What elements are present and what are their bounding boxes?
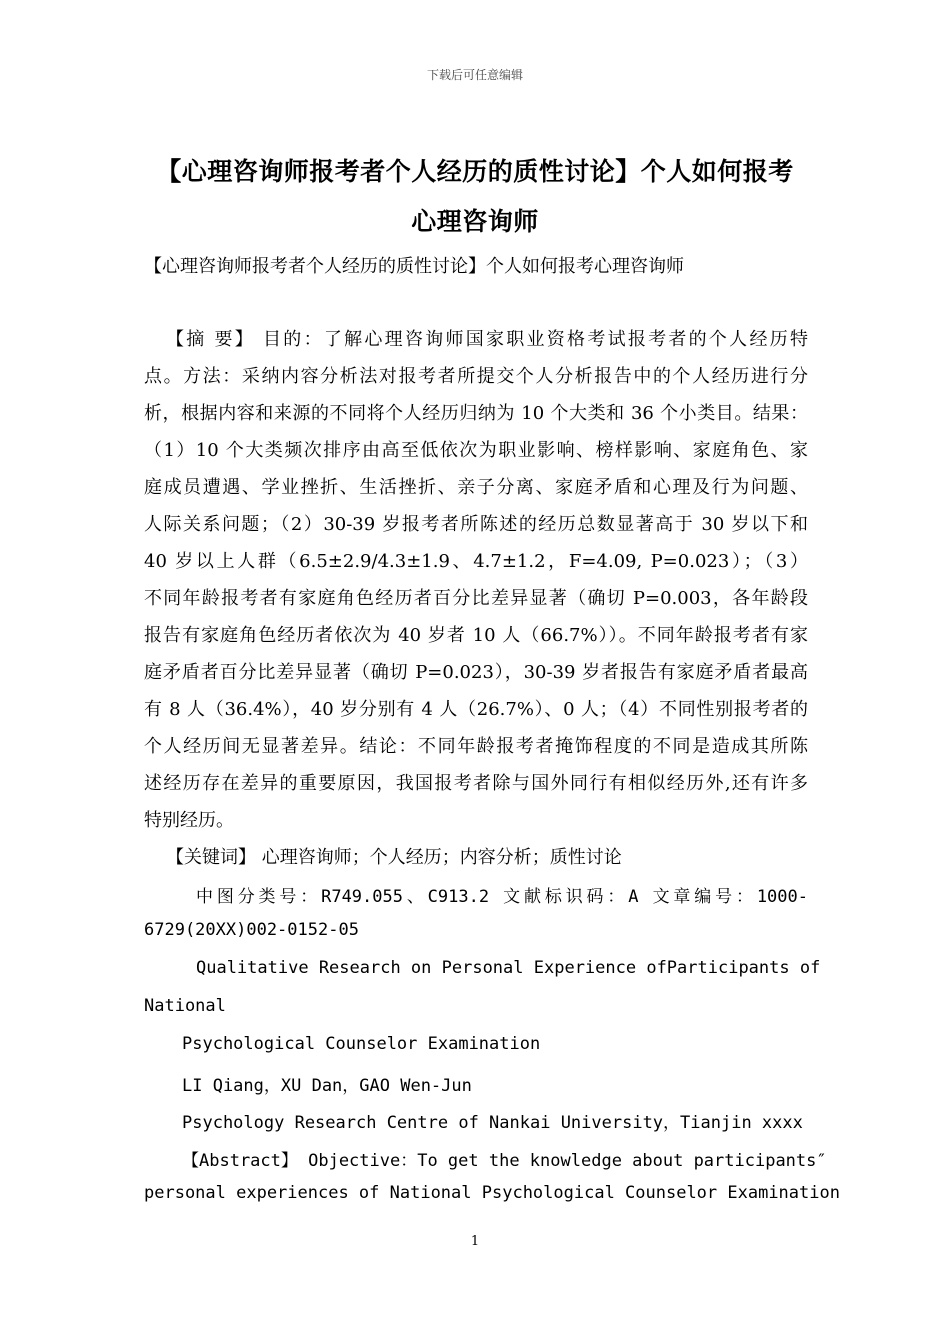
- subtitle: 【心理咨询师报考者个人经历的质性讨论】个人如何报考心理咨询师: [144, 256, 684, 277]
- header-note: 下载后可任意编辑: [426, 68, 523, 82]
- english-title-line-2: National: [144, 996, 226, 1016]
- english-affiliation: Psychology Research Centre of Nankai University，Tianjin xxxx: [182, 1113, 803, 1133]
- classification-line-1: 中图分类号：R749.055、C913.2 文献标识码：A 文章编号：1000-: [196, 887, 808, 907]
- abstract-cn-line: 点。方法：采纳内容分析法对报考者所提交个人分析报告中的个人经历进行分: [144, 366, 808, 387]
- english-title-line-1: Qualitative Research on Personal Experience ofParticipants of: [196, 958, 821, 978]
- english-authors: LI Qiang，XU Dan，GAO Wen-Jun: [182, 1076, 472, 1096]
- abstract-cn-line: 庭成员遭遇、学业挫折、生活挫折、亲子分离、家庭矛盾和心理及行为问题、: [144, 477, 808, 498]
- abstract-cn-line: 析，根据内容和来源的不同将个人经历归纳为 10 个大类和 36 个小类目。结果：: [144, 403, 808, 424]
- abstract-cn-line: 报告有家庭角色经历者依次为 40 岁者 10 人（66.7%））。不同年龄报考者有家: [144, 625, 808, 646]
- title-line-1: 【心理咨询师报考者个人经历的质性讨论】个人如何报考: [156, 157, 794, 186]
- classification-line-2: 6729(20XX)002-0152-05: [144, 920, 359, 940]
- abstract-cn-line: 不同年龄报考者有家庭角色经历者百分比差异显著（确切 P=0.003，各年龄段: [144, 588, 808, 609]
- abstract-cn-line: 个人经历间无显著差异。结论：不同年龄报考者掩饰程度的不同是造成其所陈: [144, 736, 808, 757]
- abstract-cn-line: 述经历存在差异的重要原因，我国报考者除与国外同行有相似经历外,还有许多: [144, 773, 808, 794]
- english-title-line-3: Psychological Counselor Examination: [182, 1034, 541, 1054]
- abstract-cn-line: 庭矛盾者百分比差异显著（确切 P=0.023），30-39 岁者报告有家庭矛盾者最高: [144, 662, 808, 683]
- abstract-cn-line: （1）10 个大类频次排序由高至低依次为职业影响、榜样影响、家庭角色、家: [144, 440, 808, 461]
- english-abstract-line-2: personal experiences of National Psychological Counselor Examination: [144, 1183, 840, 1203]
- title-line-2: 心理咨询师: [411, 207, 539, 236]
- abstract-cn-line: 特别经历。: [144, 810, 234, 831]
- page-number: 1: [470, 1234, 480, 1249]
- abstract-cn-line: 【摘 要】 目的：了解心理咨询师国家职业资格考试报考者的个人经历特: [166, 329, 808, 350]
- keywords: 【关键词】 心理咨询师；个人经历；内容分析；质性讨论: [166, 847, 622, 868]
- abstract-cn-line: 40 岁以上人群（6.5±2.9/4.3±1.9、4.7±1.2，F=4.09, P=0.023）；（3）: [144, 551, 808, 572]
- english-abstract-line-1: 【Abstract】 Objective：To get the knowledge about participants″: [182, 1151, 827, 1171]
- abstract-cn-line: 人际关系问题；（2）30-39 岁报考者所陈述的经历总数显著高于 30 岁以下和: [144, 514, 808, 535]
- abstract-cn-line: 有 8 人（36.4%），40 岁分别有 4 人（26.7%）、0 人；（4）不同性别报考者的: [144, 699, 808, 720]
